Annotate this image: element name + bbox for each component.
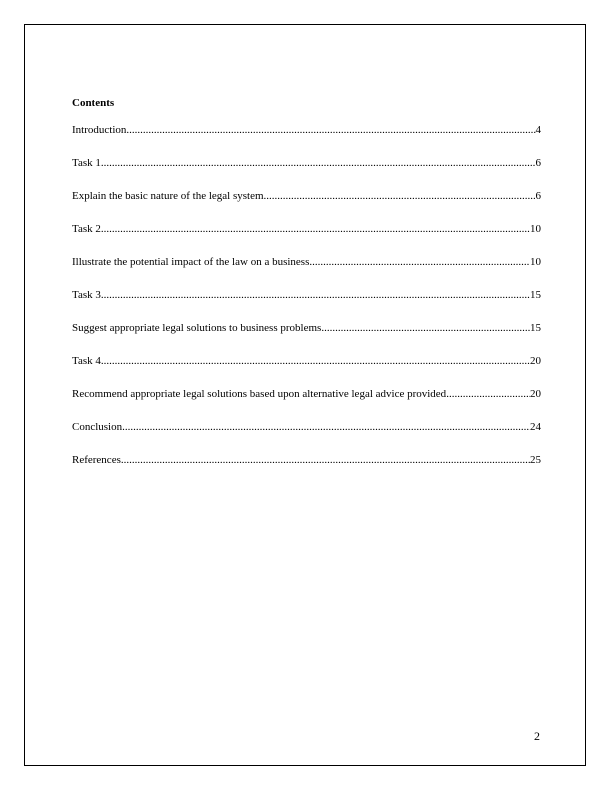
toc-entry-conclusion[interactable]	[72, 420, 541, 453]
toc-leader-dots	[101, 354, 530, 368]
toc-entry-legal-system[interactable]	[72, 189, 541, 222]
toc-entry-text: Conclusion	[72, 421, 123, 433]
toc-heading: Contents	[72, 97, 115, 109]
toc-entry-legal-solutions[interactable]	[72, 321, 541, 354]
toc-entry-page: 20	[530, 388, 541, 400]
toc-entry-task-1[interactable]	[72, 156, 541, 189]
toc-entry-page: 6	[535, 157, 541, 169]
page-number: 2	[534, 729, 540, 743]
toc-entry-page: 4	[535, 124, 541, 136]
toc-entry-text: Explain the basic nature of the legal system	[72, 190, 264, 202]
toc-leader-dots	[122, 420, 530, 434]
toc-entry-references[interactable]	[72, 453, 541, 486]
toc-entry-task-2[interactable]	[72, 222, 541, 255]
toc-leader-dots	[101, 156, 536, 170]
toc-leader-dots	[121, 453, 530, 467]
toc-entry-text: Task 1	[72, 157, 101, 169]
toc-entry-text: Introduction	[72, 124, 127, 136]
toc-entry-page: 15	[530, 289, 541, 301]
toc-leader-dots	[321, 321, 530, 335]
toc-entry-page: 10	[530, 223, 541, 235]
toc-entry-page: 10	[530, 256, 541, 268]
toc-entry-law-impact[interactable]	[72, 255, 541, 288]
toc-entry-text: Illustrate the potential impact of the law on a business	[72, 256, 310, 268]
toc-entry-text: References	[72, 454, 121, 466]
toc-entry-task-3[interactable]	[72, 288, 541, 321]
toc-leader-dots	[264, 189, 536, 203]
toc-entry-page: 24	[530, 421, 541, 433]
toc-entry-page: 15	[530, 322, 541, 334]
toc-entry-text: Task 2	[72, 223, 101, 235]
toc-entry-text: Suggest appropriate legal solutions to business problems	[72, 322, 322, 334]
toc-entry-task-4[interactable]	[72, 354, 541, 387]
toc-entry-text: Task 4	[72, 355, 101, 367]
toc-leader-dots	[126, 123, 535, 137]
toc-leader-dots	[446, 387, 530, 401]
toc-entry-page: 6	[535, 190, 541, 202]
toc-entry-text: Recommend appropriate legal solutions based upon alternative legal advice provided	[72, 388, 447, 400]
toc-entry-page: 25	[530, 454, 541, 466]
table-of-contents	[72, 123, 541, 486]
toc-leader-dots	[101, 222, 530, 236]
toc-entry-legal-advice[interactable]	[72, 387, 541, 420]
toc-entry-introduction[interactable]	[72, 123, 541, 156]
toc-leader-dots	[309, 255, 530, 269]
toc-leader-dots	[101, 288, 530, 302]
toc-entry-text: Task 3	[72, 289, 101, 301]
toc-entry-page: 20	[530, 355, 541, 367]
